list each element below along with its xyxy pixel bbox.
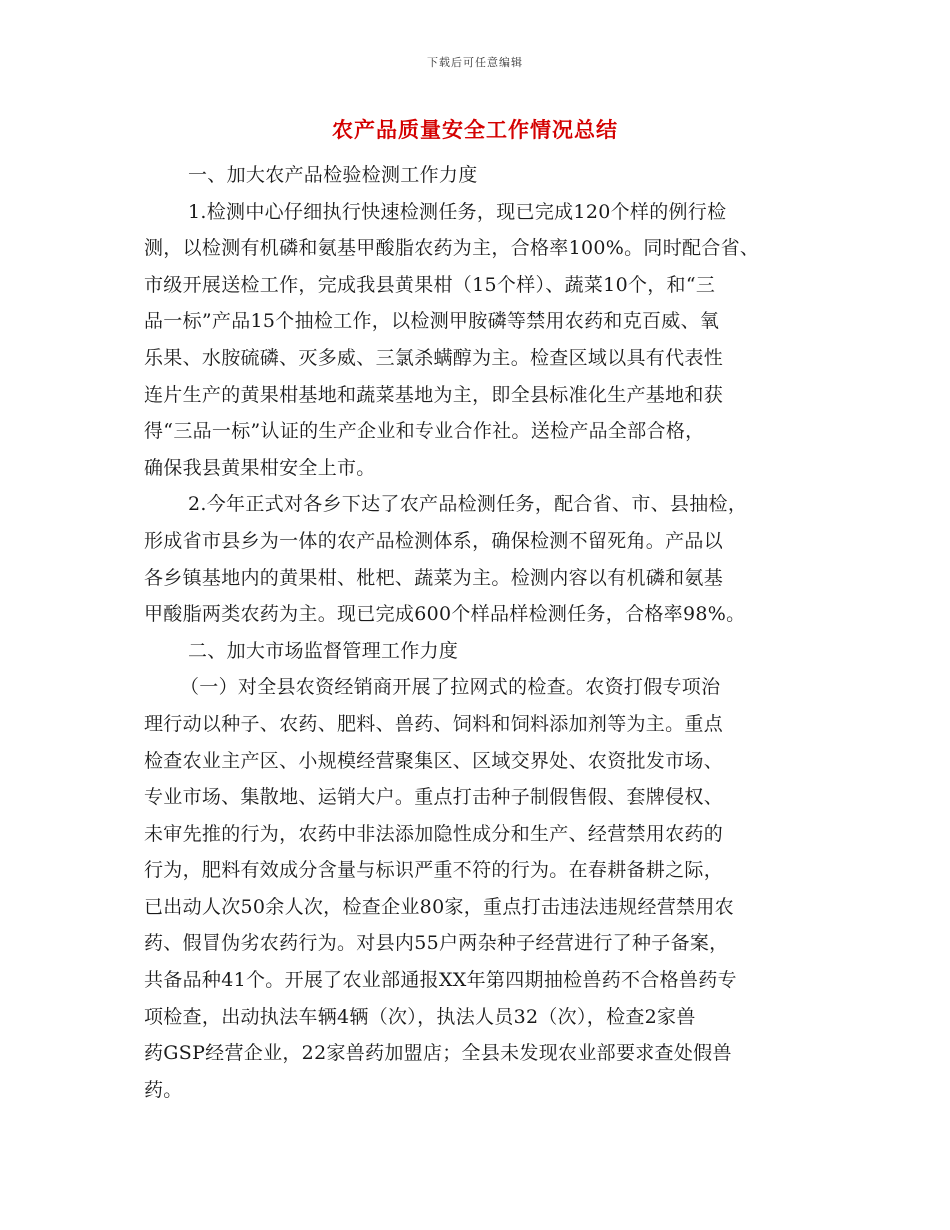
paragraph-line: （一）对全县农资经销商开展了拉网式的检查。农资打假专项治 xyxy=(180,676,721,699)
paragraph-line: 1.检测中心仔细执行快速检测任务，现已完成120个样的例行检 xyxy=(188,200,727,223)
paragraph-line: 各乡镇基地内的黄果柑、枇杷、蔬菜为主。检测内容以有机磷和氨基 xyxy=(144,566,724,589)
section-heading-1: 一、加大农产品检验检测工作力度 xyxy=(188,164,478,186)
paragraph-line: 品一标”产品15个抽检工作，以检测甲胺磷等禁用农药和克百威、氧 xyxy=(144,310,720,333)
paragraph-line: 得“三品一标”认证的生产企业和专业合作社。送检产品全部合格， xyxy=(144,420,705,443)
paragraph-line: 2.今年正式对各乡下达了农产品检测任务，配合省、市、县抽检， xyxy=(188,493,748,516)
paragraph-line: 未审先推的行为，农药中非法添加隐性成分和生产、经营禁用农药的 xyxy=(144,822,724,845)
paragraph-line: 项检查，出动执法车辆4辆（次），执法人员32（次），检查2家兽 xyxy=(144,1005,696,1028)
document-body xyxy=(144,157,809,1108)
paragraph-line: 乐果、水胺硫磷、灭多威、三氯杀螨醇为主。检查区域以具有代表性 xyxy=(144,346,724,369)
document-title: 农产品质量安全工作情况总结 xyxy=(332,117,618,142)
paragraph-line: 药、假冒伪劣农药行为。对县内55户两杂种子经营进行了种子备案， xyxy=(144,932,729,955)
paragraph-line: 药。 xyxy=(144,1078,183,1101)
paragraph-line: 理行动以种子、农药、肥料、兽药、饲料和饲料添加剂等为主。重点 xyxy=(144,712,724,735)
section-heading-2: 二、加大市场监督管理工作力度 xyxy=(188,639,459,662)
header-note: 下载后可任意编辑 xyxy=(427,56,523,69)
paragraph-line: 药GSP经营企业，22家兽药加盟店；全县未发现农业部要求查处假兽 xyxy=(144,1042,732,1065)
paragraph-line: 行为，肥料有效成分含量与标识严重不符的行为。在春耕备耕之际， xyxy=(144,859,724,882)
paragraph-line: 检查农业主产区、小规模经营聚集区、区域交界处、农资批发市场、 xyxy=(144,749,724,772)
paragraph-line: 连片生产的黄果柑基地和蔬菜基地为主，即全县标准化生产基地和获 xyxy=(144,383,724,406)
paragraph-line: 甲酸脂两类农药为主。现已完成600个样品样检测任务，合格率98%。 xyxy=(144,603,746,626)
paragraph-line: 形成省市县乡为一体的农产品检测体系，确保检测不留死角。产品以 xyxy=(144,529,724,552)
paragraph-line: 市级开展送检工作，完成我县黄果柑（15个样）、蔬菜10个，和“三 xyxy=(144,273,716,296)
paragraph-line: 测，以检测有机磷和氨基甲酸脂农药为主，合格率100%。同时配合省、 xyxy=(144,237,760,260)
paragraph-line: 共备品种41个。开展了农业部通报XX年第四期抽检兽药不合格兽药专 xyxy=(144,969,737,992)
paragraph-line: 专业市场、集散地、运销大户。重点打击种子制假售假、套牌侵权、 xyxy=(144,786,724,809)
paragraph-line: 已出动人次50余人次，检查企业80家，重点打击违法违规经营禁用农 xyxy=(144,895,734,918)
paragraph-line: 确保我县黄果柑安全上市。 xyxy=(144,456,376,479)
